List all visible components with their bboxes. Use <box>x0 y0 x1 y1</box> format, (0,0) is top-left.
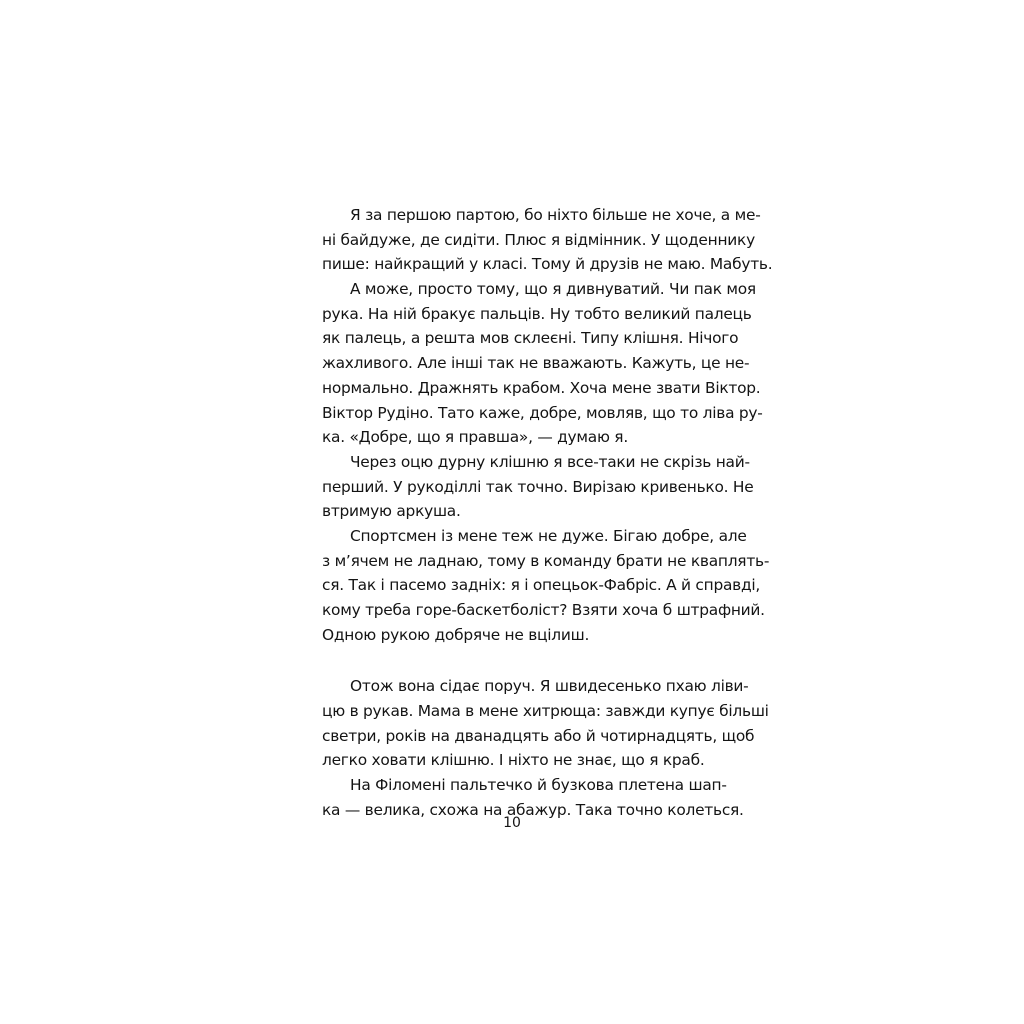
text-line: Я за першою партою, бо ніхто більше не хоче, а ме- <box>350 206 761 224</box>
text-line: Отож вона сідає поруч. Я швидесенько пхаю ліви- <box>350 677 749 696</box>
text-line: ка. «Добре, що я правша», — думаю я. <box>322 428 628 447</box>
text-line: На Філомені пальтечко й бузкова плетена шап- <box>350 776 727 795</box>
text-line: Одною рукою добряче не вцілиш. <box>322 625 590 644</box>
text-line: втримую аркуша. <box>322 502 461 521</box>
text-line: А може, просто тому, що я дивнуватий. Чи пак моя <box>350 280 756 299</box>
text-line: перший. У рукоділлі так точно. Вирізаю кривенько. Не <box>322 477 754 496</box>
text-line: ка — велика, схожа на абажур. Така точно колеться. <box>322 800 744 819</box>
text-line: Віктор Рудіно. Тато каже, добре, мовляв, що то ліва ру- <box>322 403 763 422</box>
paragraph <box>322 674 769 773</box>
text-line: з м’ячем не ладнаю, тому в команду брати не кваплять- <box>322 551 770 570</box>
section-break <box>322 647 716 674</box>
page-number: 10 <box>503 815 521 831</box>
text-line: кому треба горе-баскетболіст? Взяти хоча б штрафний. <box>322 601 765 619</box>
text-line: пише: найкращий у класі. Тому й друзів не маю. Мабуть. <box>322 255 773 274</box>
text-line: рука. На ній бракує пальців. Ну тобто великий палець <box>322 304 752 323</box>
paragraph <box>322 450 754 524</box>
text-line: цю в рукав. Мама в мене хитрюща: завжди купує більші <box>322 702 769 721</box>
paragraph <box>322 524 770 647</box>
text-line: светри, років на дванадцять або й чотирнадцять, щоб <box>322 726 755 745</box>
body-text <box>322 203 773 823</box>
paragraph <box>322 277 763 450</box>
text-line: ся. Так і пасемо задніх: я і опецьок-Фабріс. А й справді, <box>322 576 761 595</box>
text-line: нормально. Дражнять крабом. Хоча мене звати Віктор. <box>322 378 761 397</box>
text-line: як палець, а решта мов склеєні. Типу клішня. Нічого <box>322 329 739 348</box>
text-line: легко ховати клішню. І ніхто не знає, що я краб. <box>322 751 705 770</box>
text-line: жахливого. Але інші так не вважають. Кажуть, це не- <box>322 354 750 373</box>
text-line: Спортсмен із мене теж не дуже. Бігаю добре, але <box>350 526 747 545</box>
text-line: ні байдуже, де сидіти. Плюс я відмінник. У щоденнику <box>322 230 755 249</box>
text-line: Через оцю дурну клішню я все-таки не скрізь най- <box>350 452 750 471</box>
paragraph <box>322 203 773 277</box>
